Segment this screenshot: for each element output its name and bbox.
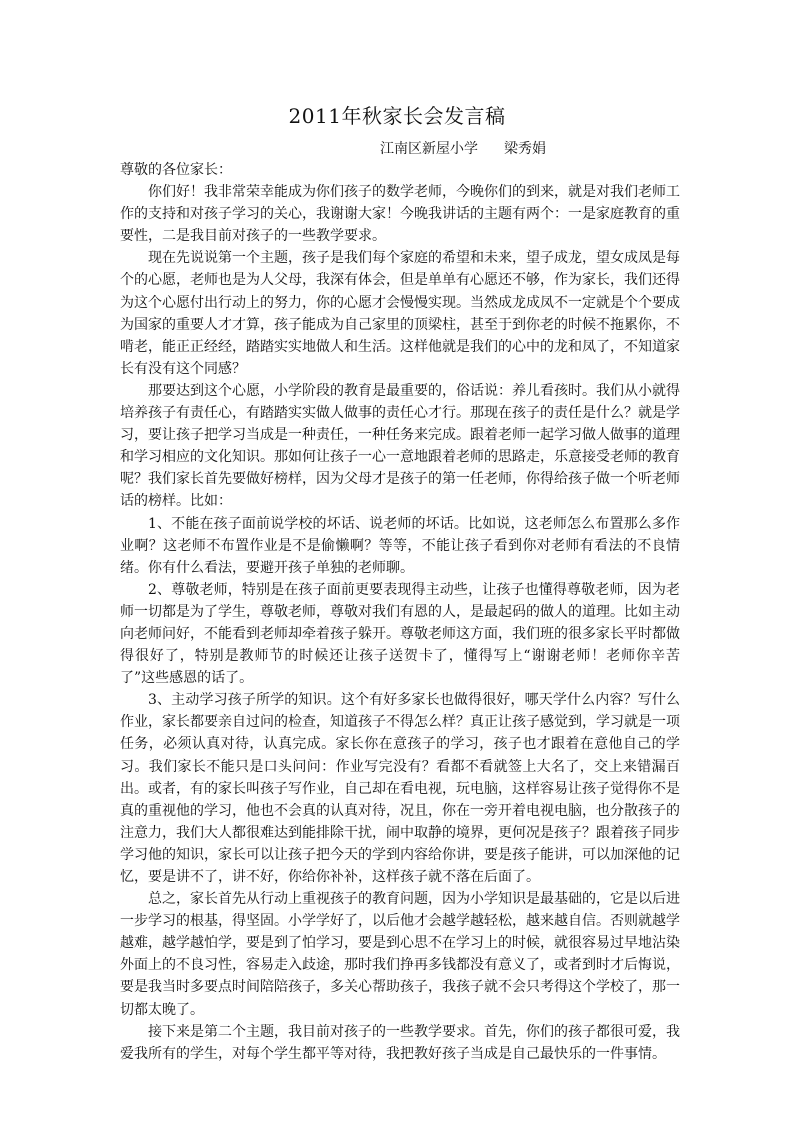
document-title: 2011年秋家长会发言稿 [288,104,506,128]
school-name: 江南区新屋小学 [380,141,478,157]
greeting: 尊敬的各位家长： [120,162,232,178]
paragraph: 现在先说说第一个主题，孩子是我们每个家庭的希望和未来，望子成龙，望女成凤是每个的心愿，老师也是为人父母，我深有体会，但是单单有心愿还不够，作为家长，我们还得为这个心愿付出行动上的努力，你的心愿才会慢慢实现。当然成龙成凤不一定就是个个要成为国家的重要人才才算，孩子能成为自己家里的顶梁柱，甚至于到你老的时候不拖累你，不啃老，能正正经经，踏踏实实地做人和生活。这样他就是我们的心中的龙和凤了，不知道家长有没有这个同感？ [120,250,680,377]
paragraph: 3、主动学习孩子所学的知识。这个有好多家长也做得很好，哪天学什么内容？写什么作业，家长都要亲自过问的检查，知道孩子不得怎么样？真正让孩子感觉到，学习就是一项任务，必须认真对待，认真完成。家长你在意孩子的学习，孩子也才跟着在意他自己的学习。我们家长不能只是口头问问：作业写完没有？看都不看就签上大名了，交上来错漏百出。或者，有的家长叫孩子写作业，自己却在看电视，玩电脑，这样容易让孩子觉得你不是真的重视他的学习，他也不会真的认真对待，况且，你在一旁开着电视电脑，也分散孩子的注意力，我们大人都很难达到能排除干扰，闹中取静的境界，更何况是孩子？跟着孩子同步学习他的知识，家长可以让孩子把今天的学到内容给你讲，要是孩子能讲，可以加深他的记忆，要是讲不了，讲不好，你给你补补，这样孩子就不落在后面了。 [120,692,680,885]
paragraph: 2、尊敬老师，特别是在孩子面前更要表现得主动些，让孩子也懂得尊敬老师，因为老师一切都是为了学生，尊敬老师，尊敬对我们有恩的人，是最起码的做人的道理。比如主动向老师问好，不能看到老师却牵着孩子躲开。尊敬老师这方面，我们班的很多家长平时都做得很好了，特别是教师节的时候还让孩子送贺卡了，懂得写上“谢谢老师！老师你辛苦了”这些感恩的话了。 [120,581,680,687]
paragraph: 那要达到这个心愿，小学阶段的教育是最重要的，俗话说：养儿看孩时。我们从小就得培养孩子有责任心，有踏踏实实做人做事的责任心才行。那现在孩子的责任是什么？就是学习，要让孩子把学习当成是一种责任，一种任务来完成。跟着老师一起学习做人做事的道理和学习相应的文化知识。那如何让孩子一心一意地跟着老师的思路走，乐意接受老师的教育呢？我们家长首先要做好榜样，因为父母才是孩子的第一任老师，你得给孩子做一个听老师话的榜样。比如： [120,382,680,510]
author-line [380,138,546,160]
speech-body [120,159,680,1065]
author-name: 梁秀娟 [504,141,546,157]
paragraph: 1、不能在孩子面前说学校的坏话、说老师的坏话。比如说，这老师怎么布置那么多作业啊？这老师不布置作业是不是偷懒啊？等等，不能让孩子看到你对老师有看法的不良情绪。你有什么看法，要避开孩子单独的老师聊。 [120,515,680,576]
paragraph: 总之，家长首先从行动上重视孩子的教育问题，因为小学知识是最基础的，它是以后进一步学习的根基，得坚固。小学学好了，以后他才会越学越轻松，越来越自信。否则就越学越难，越学越怕学，要是到了怕学习，要是到心思不在学习上的时候，就很容易过早地沾染外面上的不良习性，容易走入歧途，那时我们挣再多钱都没有意义了，或者到时才后悔说，要是我当时多要点时间陪陪孩子，多关心帮助孩子，我孩子就不会只考得这个学校了，那一切都太晚了。 [120,891,680,1018]
paragraph: 你们好！我非常荣幸能成为你们孩子的数学老师，今晚你们的到来，就是对我们老师工作的支持和对孩子学习的关心，我谢谢大家！今晚我讲话的主题有两个：一是家庭教育的重要性，二是我目前对孩子的一些教学要求。 [120,184,680,245]
paragraph: 接下来是第二个主题，我目前对孩子的一些教学要求。首先，你们的孩子都很可爱，我爱我所有的学生，对每个学生都平等对待，我把教好孩子当成是自己最快乐的一件事情。 [120,1023,680,1062]
